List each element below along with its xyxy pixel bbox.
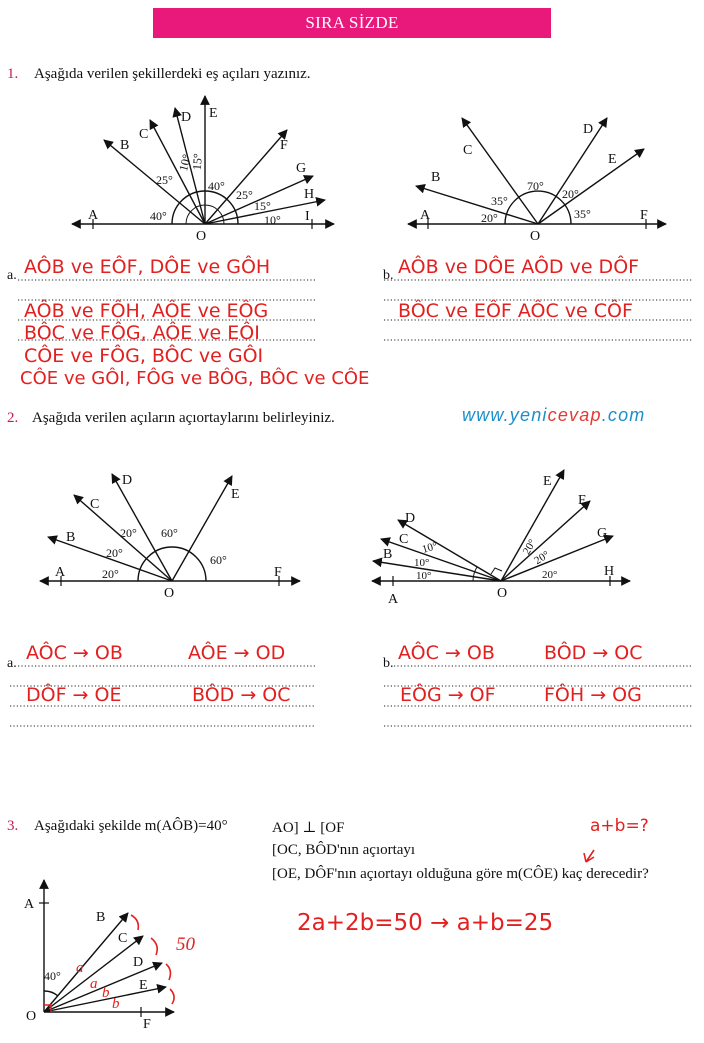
fig1b-point-C: C bbox=[463, 143, 473, 158]
svg-text:15°: 15° bbox=[254, 199, 271, 213]
fig1a-point-E: E bbox=[209, 106, 218, 121]
svg-text:40°: 40° bbox=[208, 179, 225, 193]
fig2b-point-G: G bbox=[597, 526, 608, 541]
q1a-answer-line-1: AÔB ve EÔF, DÔE ve GÔH bbox=[24, 256, 271, 278]
q1a-answer-line-5: CÔE ve GÔI, FÔG ve BÔG, BÔC ve CÔE bbox=[20, 368, 370, 389]
fig2b-point-E: E bbox=[543, 474, 552, 489]
watermark-pre: www.yeni bbox=[462, 405, 548, 425]
svg-text:20°: 20° bbox=[562, 187, 579, 201]
svg-text:10°: 10° bbox=[176, 152, 194, 173]
q2a-answer-3: DÔF → OE bbox=[26, 684, 122, 706]
question-3-number: 3. bbox=[7, 818, 19, 834]
question-2-text: Aşağıda verilen açıların açıortaylarını belirleyiniz. bbox=[32, 410, 335, 426]
fig2b-point-H: H bbox=[604, 564, 615, 579]
svg-text:10°: 10° bbox=[414, 557, 430, 569]
question-3-condition-1: AO] ⊥ [OF bbox=[272, 820, 345, 836]
q2b-answer-3: EÔG → OF bbox=[400, 684, 496, 706]
fig3-point-D: D bbox=[133, 955, 144, 970]
fig3-point-A: A bbox=[24, 897, 35, 912]
fig2b-point-C: C bbox=[399, 532, 409, 547]
svg-text:b: b bbox=[102, 985, 110, 1001]
fig2a-point-D: D bbox=[122, 473, 133, 488]
fig1b-point-A: A bbox=[420, 208, 431, 223]
q2-part-b-label: b. bbox=[383, 656, 394, 671]
q1a-answer-line-4: CÔE ve FÔG, BÔC ve GÔI bbox=[24, 345, 264, 367]
q2-part-a-label: a. bbox=[7, 656, 17, 671]
q3-handwritten-equation: 2a+2b=50 → a+b=25 bbox=[297, 910, 554, 936]
q3-arrow-icon bbox=[584, 850, 594, 862]
svg-text:20°: 20° bbox=[106, 546, 123, 560]
q2b-answer-1: AÔC → OB bbox=[398, 642, 495, 664]
svg-text:20°: 20° bbox=[120, 526, 137, 540]
q1-part-a-label: a. bbox=[7, 268, 17, 283]
q2-figure-b-labels bbox=[383, 474, 614, 607]
fig1a-point-O: O bbox=[196, 229, 207, 244]
fig2b-point-F: F bbox=[578, 493, 586, 508]
q1-figure-a-angles bbox=[150, 153, 281, 227]
question-3-text: Aşağıdaki şekilde m(AÔB)=40° bbox=[34, 818, 228, 834]
q2b-answer-2: BÔD → OC bbox=[544, 642, 643, 664]
question-3-condition-3: [OE, DÔF'nın açıortayı olduğuna göre m(CÔE) kaç derecedir? bbox=[272, 866, 649, 882]
svg-text:35°: 35° bbox=[574, 207, 591, 221]
question-2-number: 2. bbox=[7, 410, 19, 426]
fig1b-point-F: F bbox=[640, 208, 648, 223]
svg-text:10°: 10° bbox=[420, 540, 439, 556]
fig1a-point-F: F bbox=[280, 138, 288, 153]
watermark-post: .com bbox=[601, 405, 646, 425]
svg-text:15°: 15° bbox=[189, 152, 205, 171]
fig2a-point-E: E bbox=[231, 487, 240, 502]
q2a-answer-2: AÔE → OD bbox=[188, 642, 286, 664]
fig2a-point-B: B bbox=[66, 530, 76, 545]
fig2a-point-A: A bbox=[55, 565, 66, 580]
fig1a-point-C: C bbox=[139, 127, 149, 142]
svg-text:a: a bbox=[76, 960, 84, 976]
svg-text:20°: 20° bbox=[532, 548, 552, 568]
svg-text:20°: 20° bbox=[520, 537, 539, 557]
fig3-point-E: E bbox=[139, 978, 148, 993]
svg-text:20°: 20° bbox=[102, 567, 119, 581]
svg-text:70°: 70° bbox=[527, 179, 544, 193]
q3-handwritten-question: a+b=? bbox=[590, 816, 649, 836]
fig2a-point-F: F bbox=[274, 565, 282, 580]
fig3-point-O: O bbox=[26, 1009, 37, 1024]
question-1-text: Aşağıda verilen şekillerdeki eş açıları yazınız. bbox=[34, 66, 311, 82]
fig2b-point-A: A bbox=[388, 592, 399, 607]
fig1a-point-A: A bbox=[88, 208, 99, 223]
question-1-number: 1. bbox=[7, 66, 19, 82]
q1-figure-b-angles bbox=[481, 179, 591, 225]
fig1a-point-G: G bbox=[296, 161, 307, 176]
svg-text:60°: 60° bbox=[210, 553, 227, 567]
fig1a-point-D: D bbox=[181, 110, 192, 125]
q1b-answer-line-2: BÔC ve EÔF AÔC ve CÔF bbox=[398, 300, 633, 322]
q2a-answer-1: AÔC → OB bbox=[26, 642, 123, 664]
fig2b-point-D: D bbox=[405, 511, 416, 526]
svg-text:25°: 25° bbox=[156, 173, 173, 187]
fig1a-point-H: H bbox=[304, 187, 315, 202]
fig1b-point-O: O bbox=[530, 229, 541, 244]
fig1b-point-D: D bbox=[583, 122, 594, 137]
svg-text:50: 50 bbox=[176, 934, 195, 955]
q1a-answer-line-3: BÔC ve FÔG, AÔE ve EÔI bbox=[24, 322, 260, 344]
q2b-answer-4: FÔH → OG bbox=[544, 684, 642, 706]
svg-text:10°: 10° bbox=[264, 213, 281, 227]
q1a-answer-line-2: AÔB ve FÔH, AÔE ve EÔG bbox=[24, 300, 269, 322]
fig3-angle: 40° bbox=[44, 969, 61, 983]
svg-text:10°: 10° bbox=[416, 570, 432, 582]
fig2b-point-O: O bbox=[497, 586, 508, 601]
q1-part-b-label: b. bbox=[383, 268, 394, 283]
fig1a-point-I: I bbox=[305, 209, 310, 224]
fig2a-point-C: C bbox=[90, 497, 100, 512]
svg-text:40°: 40° bbox=[150, 209, 167, 223]
fig1b-point-E: E bbox=[608, 152, 617, 167]
svg-text:20°: 20° bbox=[481, 211, 498, 225]
svg-text:35°: 35° bbox=[491, 194, 508, 208]
fig3-point-F: F bbox=[143, 1017, 151, 1032]
fig2a-point-O: O bbox=[164, 586, 175, 601]
svg-text:b: b bbox=[112, 996, 120, 1012]
fig1a-point-B: B bbox=[120, 138, 130, 153]
svg-text:60°: 60° bbox=[161, 526, 178, 540]
svg-text:25°: 25° bbox=[236, 188, 253, 202]
fig2b-point-B: B bbox=[383, 547, 393, 562]
q1b-answer-line-1: AÔB ve DÔE AÔD ve DÔF bbox=[398, 256, 640, 278]
fig3-point-B: B bbox=[96, 910, 106, 925]
svg-text:20°: 20° bbox=[542, 569, 558, 581]
q1-figure-b bbox=[408, 118, 666, 229]
q2-figure-a-angles bbox=[102, 526, 227, 581]
fig1b-point-B: B bbox=[431, 170, 441, 185]
fig3-point-C: C bbox=[118, 931, 128, 946]
watermark-mid: cevap bbox=[547, 405, 602, 425]
svg-text:a: a bbox=[90, 976, 98, 992]
q2-figure-b bbox=[372, 470, 630, 586]
question-3-condition-2: [OC, BÔD'nın açıortayı bbox=[272, 842, 416, 858]
section-banner: SIRA SİZDE bbox=[153, 8, 551, 38]
q2a-answer-4: BÔD → OC bbox=[192, 684, 291, 706]
